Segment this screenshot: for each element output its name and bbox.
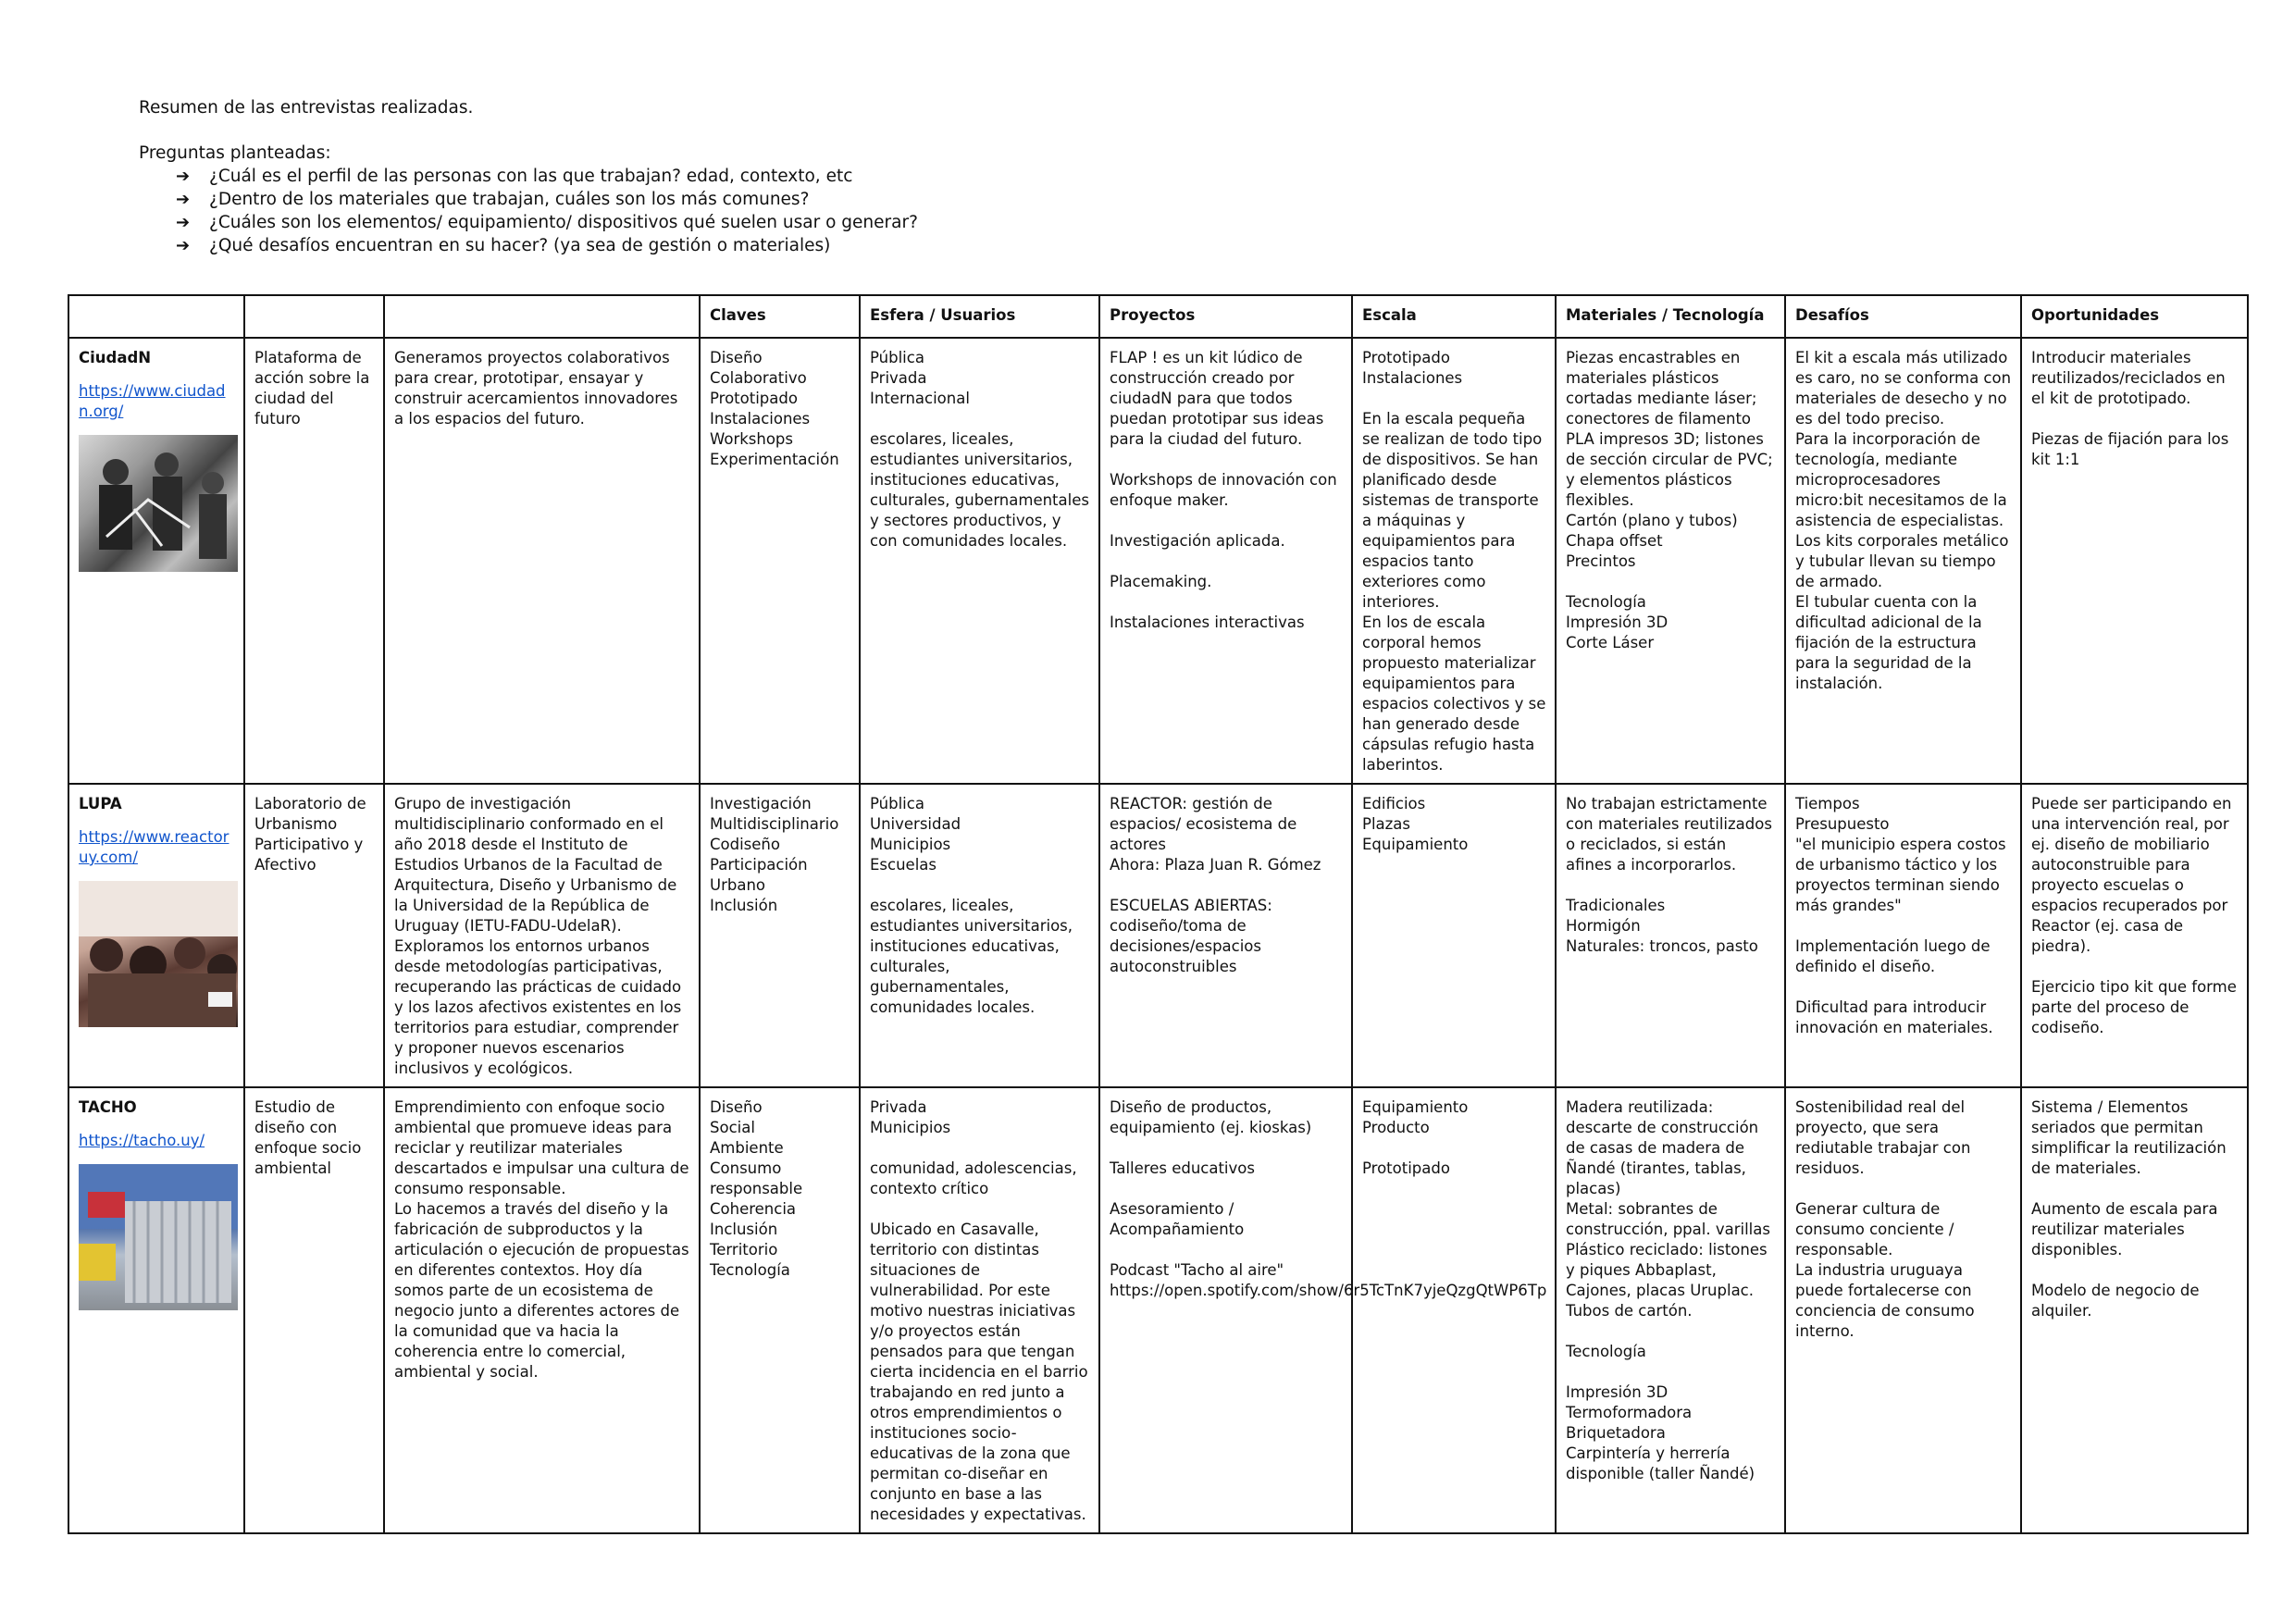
questions-list: [139, 165, 1897, 257]
column-header-oportunidades: Oportunidades: [2021, 295, 2248, 338]
org-desafios: Tiempos Presupuesto "el municipio espera costos de urbanismo táctico y los proyectos terminan siendo más grandes" Implementación luego de definido el diseño. Dificultad para introducir innovación en materiales.: [1785, 784, 2021, 1087]
org-photo: [79, 435, 238, 572]
org-claves: Diseño Colaborativo Prototipado Instalaciones Workshops Experimentación: [700, 338, 860, 784]
question-item: ➔ ¿Cuál es el perfil de las personas con las que trabajan? edad, contexto, etc: [176, 165, 1897, 188]
org-description: Grupo de investigación multidisciplinario conformado en el año 2018 desde el Instituto de Estudios Urbanos de la Facultad de Arquitectura, Diseño y Urbanismo de la Universidad de la República de Uruguay (IETU-FADU-UdelaR). Exploramos los entornos urbanos desde metodologías participativas, recuperando las prácticas de cuidado y los lazos afectivos existentes en los territorios para estudiar, comprender y proponer nuevos escenarios inclusivos y ecológicos.: [384, 784, 700, 1087]
intro-section: [139, 96, 1897, 257]
org-esfera: Privada Municipios comunidad, adolescencias, contexto crítico Ubicado en Casavalle, territorio con distintas situaciones de vulnerabilidad. Por este motivo nuestras iniciativas y/o proyectos están pensados para que tengan cierta incidencia en el barrio trabajando en red junto a otros emprendimientos o instituciones socio-educativas de la zona que permitan co-diseñar en conjunto en base a las necesidades y expectativas.: [860, 1087, 1099, 1533]
interviews-table: [68, 294, 2249, 1534]
org-oportunidades: Sistema / Elementos seriados que permitan simplificar la reutilización de materiales. Aumento de escala para reutilizar materiales disponibles. Modelo de negocio de alquiler.: [2021, 1087, 2248, 1533]
org-link[interactable]: https://www.reactoruy.com/: [79, 828, 230, 866]
org-escala: Prototipado Instalaciones En la escala pequeña se realizan de todo tipo de dispositivos. Se han planificado desde sistemas de transporte a máquinas y equipamientos para espacios tanto exteriores como interiores. En los de escala corporal hemos propuesto materializar equipamientos para espacios colectivos y se han generado desde cápsulas refugio hasta laberintos.: [1352, 338, 1556, 784]
column-header-materiales: Materiales / Tecnología: [1556, 295, 1785, 338]
question-item: ➔ ¿Dentro de los materiales que trabajan, cuáles son los más comunes?: [176, 188, 1897, 211]
org-esfera: Pública Privada Internacional escolares, liceales, estudiantes universitarios, instituciones educativas, culturales, gubernamentales y sectores productivos, y con comunidades locales.: [860, 338, 1099, 784]
org-desafios: Sostenibilidad real del proyecto, que sera rediutable trabajar con residuos. Generar cultura de consumo conciente / responsable. La industria uruguaya puede fortalecerse con conciencia de consumo interno.: [1785, 1087, 2021, 1533]
column-header-proyectos: Proyectos: [1099, 295, 1352, 338]
org-cell: [68, 784, 244, 1087]
org-oportunidades: Introducir materiales reutilizados/reciclados en el kit de prototipado. Piezas de fijación para los kit 1:1: [2021, 338, 2248, 784]
question-item: ➔ ¿Qué desafíos encuentran en su hacer? (ya sea de gestión o materiales): [176, 234, 1897, 257]
org-description: Emprendimiento con enfoque socio ambiental que promueve ideas para reciclar y reutilizar materiales descartados e impulsar una cultura de consumo responsable. Lo hacemos a través del diseño y la fabricación de subproductos y la articulación o ejecución de propuestas en diferentes contextos. Hoy día somos parte de un ecosistema de negocio junto a diferentes actores de la comunidad que va hacia la coherencia entre lo comercial, ambiental y social.: [384, 1087, 700, 1533]
document-title: Resumen de las entrevistas realizadas.: [139, 98, 474, 118]
org-materiales: Piezas encastrables en materiales plásticos cortadas mediante láser; conectores de filamento PLA impresos 3D; listones de sección circular de PVC; y elementos plásticos flexibles. Cartón (plano y tubos) Chapa offset Precintos Tecnología Impresión 3D Corte Láser: [1556, 338, 1785, 784]
table-row: [68, 338, 2248, 784]
org-photo: [79, 1164, 238, 1310]
table-row: [68, 1087, 2248, 1533]
org-type: Laboratorio de Urbanismo Participativo y Afectivo: [244, 784, 384, 1087]
org-type: Plataforma de acción sobre la ciudad del futuro: [244, 338, 384, 784]
org-name: TACHO: [79, 1098, 137, 1116]
org-claves: Investigación Multidisciplinario Codiseño Participación Urbano Inclusión: [700, 784, 860, 1087]
column-header-escala: Escala: [1352, 295, 1556, 338]
org-esfera: Pública Universidad Municipios Escuelas escolares, liceales, estudiantes universitarios, instituciones educativas, culturales, gubernamentales, comunidades locales.: [860, 784, 1099, 1087]
table-header-row: [68, 295, 2248, 338]
org-claves: Diseño Social Ambiente Consumo responsable Coherencia Inclusión Territorio Tecnología: [700, 1087, 860, 1533]
column-header-esfera: Esfera / Usuarios: [860, 295, 1099, 338]
org-escala: Edificios Plazas Equipamiento: [1352, 784, 1556, 1087]
org-desafios: El kit a escala más utilizado es caro, no se conforma con materiales de desecho y no es del todo preciso. Para la incorporación de tecnología, mediante microprocesadores micro:bit necesitamos de la asistencia de especialistas. Los kits corporales metálico y tubular llevan su tiempo de armado. El tubular cuenta con la dificultad adicional de la fijación de la estructura para la seguridad de la instalación.: [1785, 338, 2021, 784]
org-name: CiudadN: [79, 349, 152, 366]
column-header: [68, 295, 244, 338]
org-cell: [68, 1087, 244, 1533]
org-materiales: No trabajan estrictamente con materiales reutilizados o reciclados, si están afines a incorporarlos. Tradicionales Hormigón Naturales: troncos, pasto: [1556, 784, 1785, 1087]
column-header-claves: Claves: [700, 295, 860, 338]
question-item: ➔ ¿Cuáles son los elementos/ equipamiento/ dispositivos qué suelen usar o generar?: [176, 211, 1897, 234]
org-link[interactable]: https://www.ciudadn.org/: [79, 382, 226, 420]
org-photo: [79, 881, 238, 1027]
org-type: Estudio de diseño con enfoque socio ambiental: [244, 1087, 384, 1533]
org-proyectos: Diseño de productos, equipamiento (ej. kioskas) Talleres educativos Asesoramiento / Acompañamiento Podcast "Tacho al aire" https://open.spotify.com/show/6r5TcTnK7yjeQzgQtWP6Tp: [1099, 1087, 1352, 1533]
org-proyectos: FLAP ! es un kit lúdico de construcción creado por ciudadN para que todos puedan prototipar sus ideas para la ciudad del futuro. Workshops de innovación con enfoque maker. Investigación aplicada. Placemaking. Instalaciones interactivas: [1099, 338, 1352, 784]
column-header: [384, 295, 700, 338]
org-proyectos: REACTOR: gestión de espacios/ ecosistema de actores Ahora: Plaza Juan R. Gómez ESCUELAS ABIERTAS: codiseño/toma de decisiones/espacios autoconstruibles: [1099, 784, 1352, 1087]
org-link[interactable]: https://tacho.uy/: [79, 1132, 205, 1149]
org-materiales: Madera reutilizada: descarte de construcción de casas de madera de Ñandé (tirantes, tablas, placas) Metal: sobrantes de construcción, ppal. varillas Plástico reciclado: listones y piques Abbaplast, Cajones, placas Uruplac. Tubos de cartón. Tecnología Impresión 3D Termoformadora Briquetadora Carpintería y herrería disponible (taller Ñandé): [1556, 1087, 1785, 1533]
column-header: [244, 295, 384, 338]
org-oportunidades: Puede ser participando en una intervención real, por ej. diseño de mobiliario autoconstruible para proyecto escuelas o espacios recuperados por Reactor (ej. casa de piedra). Ejercicio tipo kit que forme parte del proceso de codiseño.: [2021, 784, 2248, 1087]
org-escala: Equipamiento Producto Prototipado: [1352, 1087, 1556, 1533]
table-row: [68, 784, 2248, 1087]
column-header-desafios: Desafíos: [1785, 295, 2021, 338]
org-description: Generamos proyectos colaborativos para crear, prototipar, ensayar y construir acercamientos innovadores a los espacios del futuro.: [384, 338, 700, 784]
questions-heading: Preguntas planteadas:: [139, 143, 331, 163]
org-cell: [68, 338, 244, 784]
org-name: LUPA: [79, 795, 122, 812]
